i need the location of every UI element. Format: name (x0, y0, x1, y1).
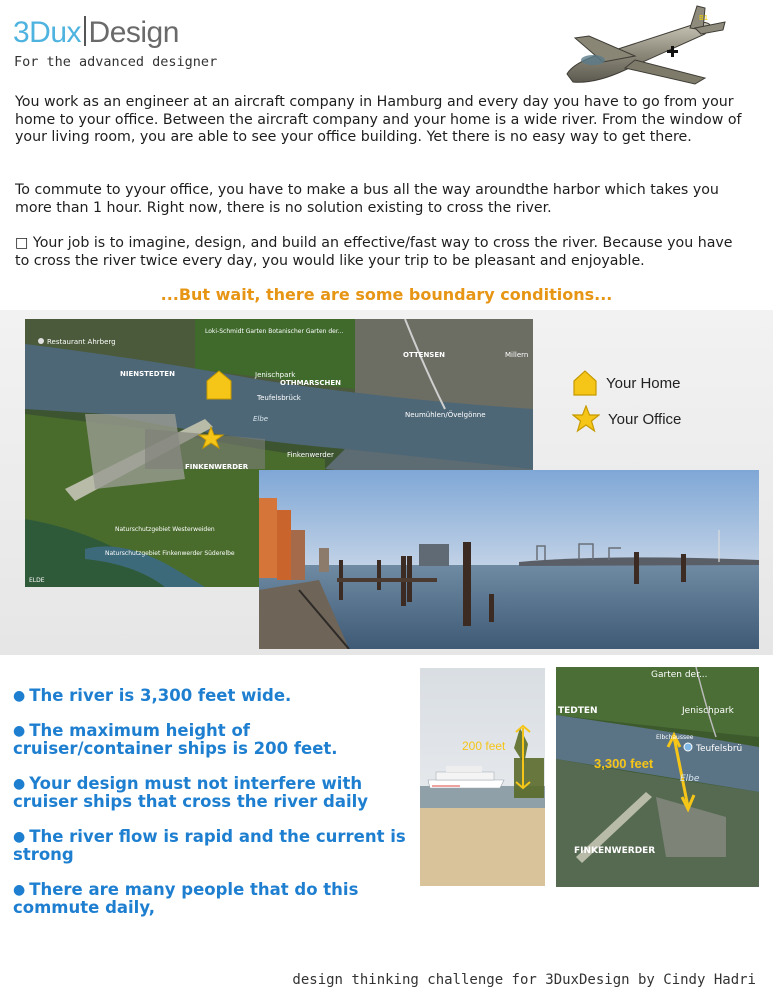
map2-label-elbe: Elbe (680, 774, 700, 784)
intro-paragraph-1: You work as an engineer at an aircraft company in Hamburg and every day you have to go from your home to your office. Between the aircraft company and your home is a wide river. From the window of your living room, you are able to see your office building. Yet there is no easy way to get there. (15, 94, 742, 145)
map-label-nsg-suderelbe: Naturschutzgebiet Finkenwerder Süderelbe (105, 550, 235, 557)
tagline: For the advanced designer (14, 54, 218, 70)
intro-paragraph-3: □ Your job is to imagine, design, and build an effective/fast way to cross the river. Because you have to cross the river twice every day, you would like your trip to be pleasant and enjoyable. (15, 235, 733, 269)
map-label-finkenwerder-ferry: Finkenwerder (287, 451, 334, 459)
list-item (13, 828, 413, 864)
logo-part-1: 3Dux (13, 16, 82, 49)
legend-office-label: Your Office (608, 410, 682, 428)
bullet-text-1: The river is 3,300 feet wide. (29, 686, 292, 705)
map-label-millern: Millern (505, 351, 529, 359)
bullet-text-3: Your design must not interfere with cruiser ships that cross the river daily (13, 774, 369, 811)
map-label-neumuhlen: Neumühlen/Övelgönne (405, 411, 486, 419)
star-icon (572, 405, 600, 433)
logo (13, 16, 179, 50)
map2-label-jenischpark: Jenischpark (682, 706, 734, 716)
map-label-restaurant: Restaurant Ahrberg (47, 338, 116, 346)
satellite-map-river-crossing (556, 667, 759, 887)
map-legend (572, 365, 681, 437)
legend-home (572, 365, 681, 401)
bullet-text-4: The river flow is rapid and the current is strong (13, 827, 406, 864)
bullet-icon: ● (13, 776, 26, 792)
map2-label-garten: Garten der... (651, 670, 708, 680)
map-label-teufelsbruck: Teufelsbrück (257, 394, 301, 402)
logo-part-2: Design (88, 16, 179, 49)
map-label-elbe: Elbe (253, 415, 269, 423)
house-icon (572, 369, 598, 397)
map2-label-teufelsbruck: Teufelsbrü (696, 744, 743, 754)
boundary-conditions-list (13, 687, 413, 934)
width-annotation-label: 3,300 feet (594, 756, 654, 771)
bullet-icon: ● (13, 829, 26, 845)
legend-home-label: Your Home (606, 374, 681, 392)
svg-text:B1: B1 (699, 14, 709, 22)
map2-label-elbchaussee: Elbchaussee (656, 734, 694, 741)
map-label-elde: ELDE (29, 577, 45, 584)
footer-credit: design thinking challenge for 3DuxDesign by Cindy Hadri (292, 972, 756, 988)
legend-office (572, 401, 681, 437)
map-label-nienstedten: NIENSTEDTEN (120, 370, 175, 378)
map2-label-finkenwerder: FINKENWERDER (574, 846, 656, 856)
list-item (13, 687, 413, 705)
list-item (13, 775, 413, 811)
bullet-icon: ● (13, 688, 26, 704)
jet-aircraft-image (555, 2, 730, 92)
list-item (13, 881, 413, 917)
map-label-nsg-westerweiden: Naturschutzgebiet Westerweiden (115, 526, 215, 533)
cruise-ship-photo (420, 668, 545, 886)
map2-label-tedten: TEDTEN (558, 706, 598, 716)
height-annotation-label: 200 feet (462, 739, 506, 753)
map-label-jenischpark: Jenischpark (255, 371, 296, 379)
map-label-othmarschen: OTHMARSCHEN (280, 379, 342, 387)
map-label-finkenwerder: FINKENWERDER (185, 463, 249, 471)
bullet-icon: ● (13, 882, 26, 898)
boundary-conditions-heading: ...But wait, there are some boundary conditions... (160, 285, 613, 304)
bullet-text-2: The maximum height of cruiser/container ships is 200 feet. (13, 721, 338, 758)
logo-divider (84, 16, 86, 46)
map-label-loki-garden: Loki-Schmidt Garten Botanischer Garten der... (205, 328, 344, 335)
list-item (13, 722, 413, 758)
bullet-text-5: There are many people that do this commute daily, (13, 880, 359, 917)
map-label-ottensen: OTTENSEN (403, 351, 445, 359)
intro-paragraph-2: To commute to yyour office, you have to make a bus all the way aroundthe harbor which takes you more than 1 hour. Right now, there is no solution existing to cross the river. (15, 182, 719, 216)
harbor-photo (259, 470, 759, 649)
bullet-icon: ● (13, 723, 26, 739)
